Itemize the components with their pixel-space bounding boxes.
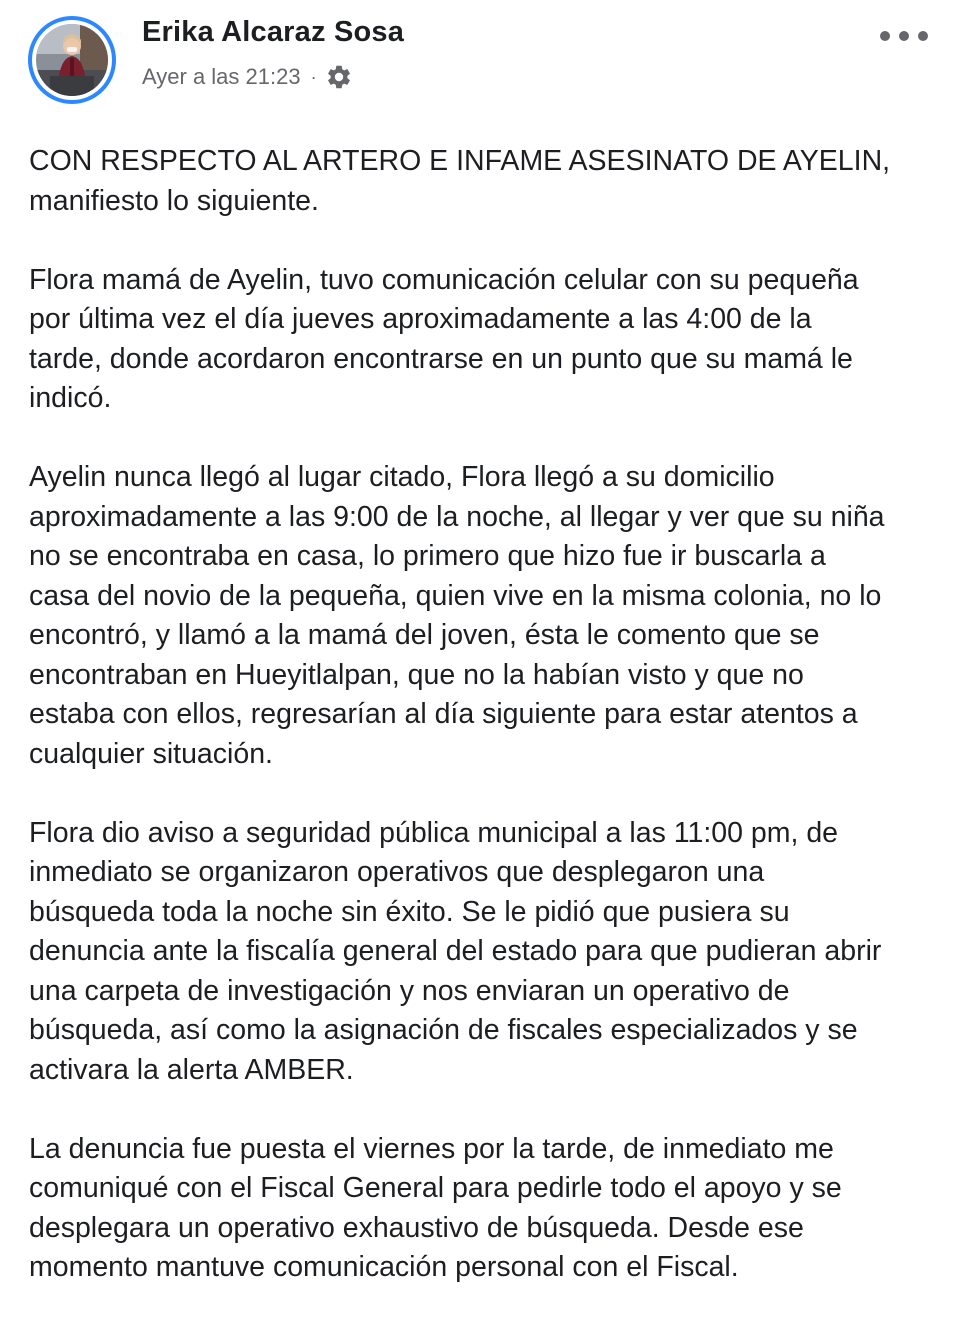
text-line: La denuncia fue puesta el viernes por la tarde, de inmediato me bbox=[29, 1132, 834, 1165]
avatar[interactable] bbox=[28, 16, 116, 104]
more-dot bbox=[899, 31, 909, 41]
post-paragraph bbox=[29, 458, 941, 774]
profile-photo-image bbox=[36, 24, 108, 96]
text-line: encontraban en Hueyitlalpan, que no la habían visto y que no bbox=[29, 658, 804, 691]
more-dot bbox=[918, 31, 928, 41]
post-paragraph bbox=[29, 261, 941, 419]
text-line: tarde, donde acordaron encontrarse en un punto que su mamá le bbox=[29, 342, 853, 375]
text-line: búsqueda toda la noche sin éxito. Se le pidió que pusiera su bbox=[29, 895, 790, 928]
text-line: inmediato se organizaron operativos que desplegaron una bbox=[29, 856, 765, 888]
profile-photo bbox=[36, 24, 108, 96]
post-paragraph bbox=[29, 1130, 941, 1288]
text-line: Flora mamá de Ayelin, tuvo comunicación celular con su pequeña bbox=[29, 263, 859, 296]
text-line: desplegara un operativo exhaustivo de búsqueda. Desde ese bbox=[29, 1211, 804, 1244]
text-line: activara la alerta AMBER. bbox=[29, 1053, 354, 1086]
text-line: manifiesto lo siguiente. bbox=[29, 184, 319, 217]
text-line: cualquier situación. bbox=[29, 737, 273, 770]
post-meta bbox=[142, 62, 353, 92]
text-line: estaba con ellos, regresarían al día siguiente para estar atentos a bbox=[29, 698, 858, 730]
meta-separator: · bbox=[310, 66, 317, 87]
post-text bbox=[29, 142, 941, 1327]
text-line: comuniqué con el Fiscal General para pedirle todo el apoyo y se bbox=[29, 1172, 842, 1204]
text-line: una carpeta de investigación y nos enviaran un operativo de bbox=[29, 974, 790, 1007]
post-header bbox=[0, 0, 968, 120]
text-line: indicó. bbox=[29, 382, 112, 414]
more-dot bbox=[880, 31, 890, 41]
post-paragraph bbox=[29, 814, 941, 1091]
text-line: aproximadamente a las 9:00 de la noche, al llegar y ver que su niña bbox=[29, 500, 885, 533]
more-options-icon[interactable] bbox=[880, 22, 928, 50]
text-line: CON RESPECTO AL ARTERO E INFAME ASESINATO DE AYELIN, bbox=[29, 145, 891, 177]
text-line: búsqueda, así como la asignación de fiscales especializados y se bbox=[29, 1014, 858, 1046]
text-line: no se encontraba en casa, lo primero que hizo fue ir buscarla a bbox=[29, 540, 826, 572]
post-timestamp[interactable]: Ayer a las 21:23 bbox=[142, 64, 301, 89]
gear-icon[interactable] bbox=[325, 63, 353, 91]
text-line: denuncia ante la fiscalía general del estado para que pudieran abrir bbox=[29, 935, 882, 967]
post-paragraph bbox=[29, 142, 941, 221]
text-line: casa del novio de la pequeña, quien vive en la misma colonia, no lo bbox=[29, 579, 882, 612]
author-name[interactable]: Erika Alcaraz Sosa bbox=[142, 16, 405, 48]
text-line: momento mantuve comunicación personal con el Fiscal. bbox=[29, 1251, 739, 1283]
text-line: Flora dio aviso a seguridad pública municipal a las 11:00 pm, de bbox=[29, 816, 839, 849]
text-line: encontró, y llamó a la mamá del joven, ésta le comento que se bbox=[29, 619, 820, 651]
text-line: por última vez el día jueves aproximadamente a las 4:00 de la bbox=[29, 303, 812, 335]
text-line: Ayelin nunca llegó al lugar citado, Flora llegó a su domicilio bbox=[29, 461, 775, 493]
